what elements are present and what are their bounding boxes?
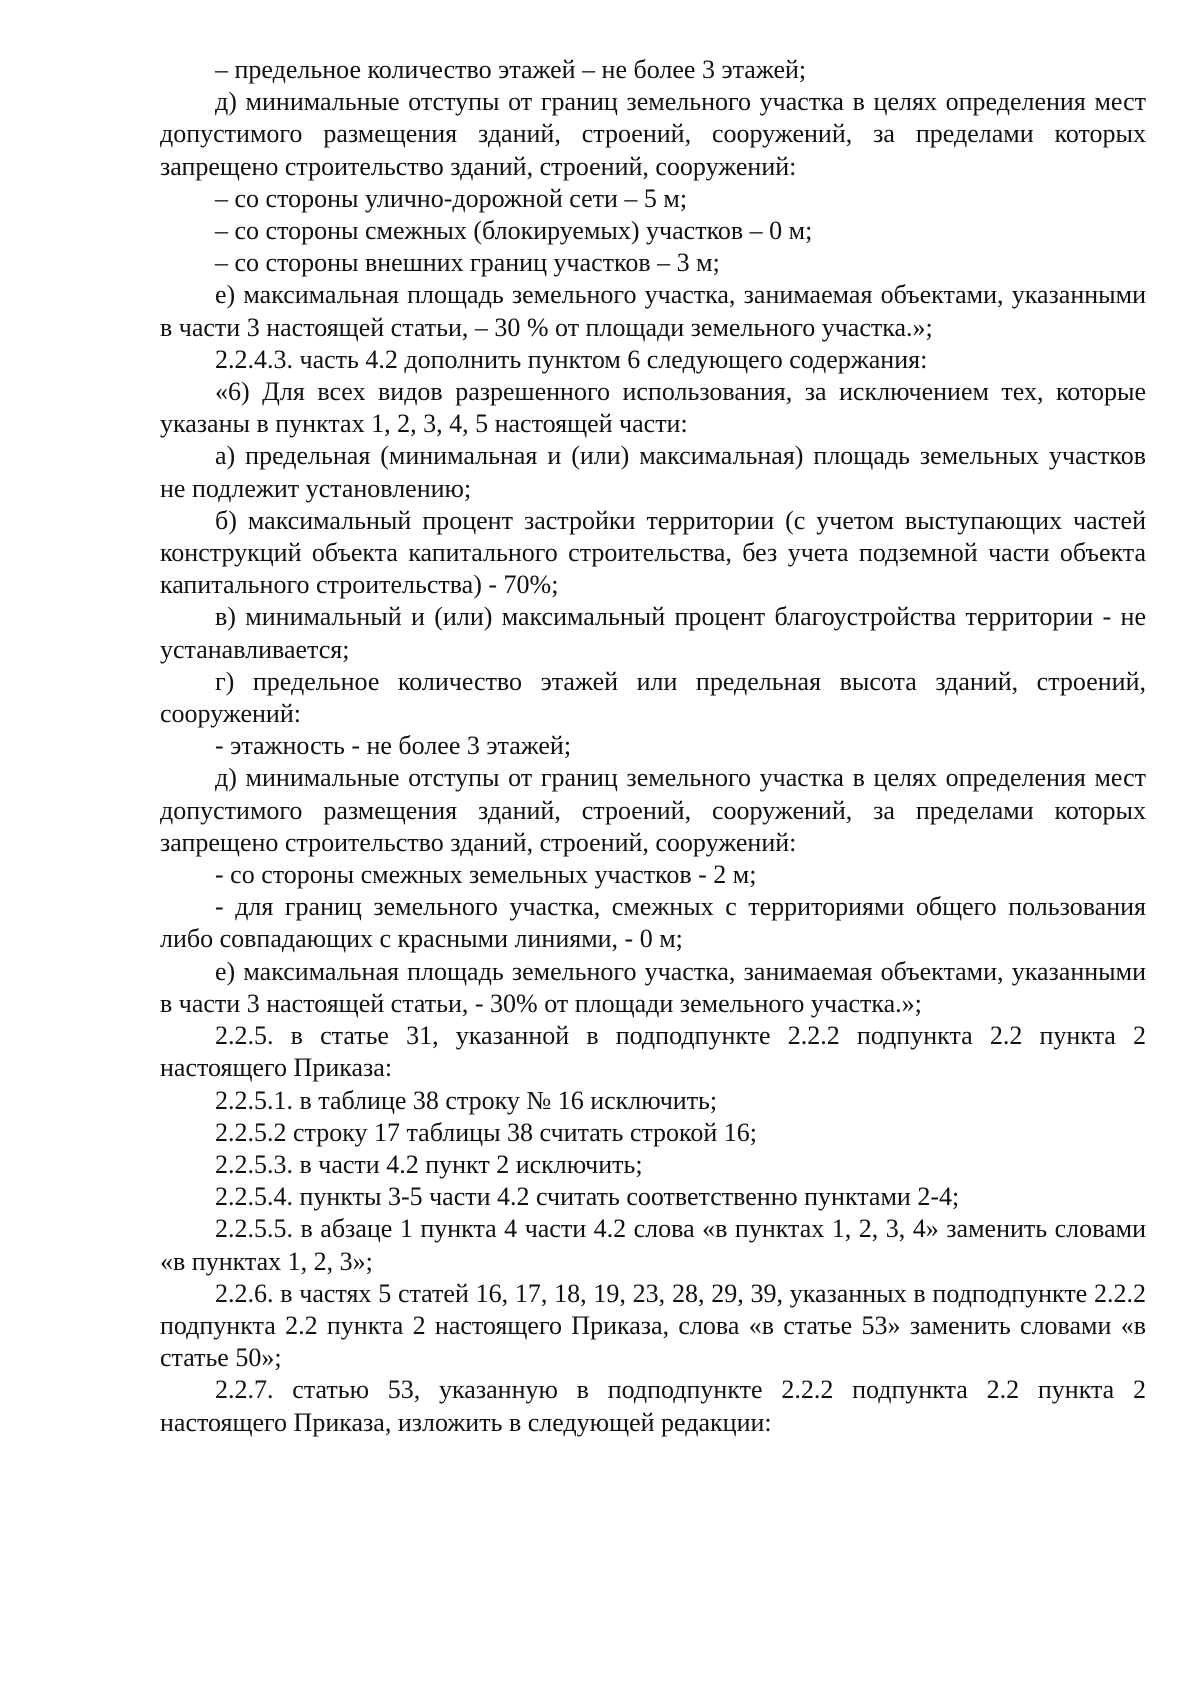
paragraph: 2.2.5.5. в абзаце 1 пункта 4 части 4.2 слова «в пунктах 1, 2, 3, 4» заменить словами «в пунктах 1, 2, 3»; [160,1214,1146,1276]
paragraph: 2.2.5.2 строку 17 таблицы 38 считать строкой 16; [215,1117,758,1147]
paragraph: д) минимальные отступы от границ земельного участка в целях определения мест допустимого размещения зданий, строений, сооружений, за пределами которых запрещено строительство зданий, строений, сооружений: [160,87,1146,181]
paragraph: е) максимальная площадь земельного участка, занимаемая объектами, указанными в части 3 настоящей статьи, - 30% от площади земельного участка.»; [160,956,1146,1018]
paragraph: 2.2.6. в частях 5 статей 16, 17, 18, 19, 23, 28, 29, 39, указанных в подподпункте 2.2.2 подпункта 2.2 пункта 2 настоящего Приказа, слова «в статье 53» заменить словами «в статье 50»; [160,1278,1146,1373]
paragraph: - этажность - не более 3 этажей; [215,731,572,761]
paragraph: 2.2.5.1. в таблице 38 строку № 16 исключить; [215,1085,718,1115]
document-page [160,54,1146,1439]
paragraph: в) минимальный и (или) максимальный процент благоустройства территории - не устанавливается; [160,602,1146,664]
paragraph: – предельное количество этажей – не более 3 этажей; [215,55,807,84]
paragraph: - для границ земельного участка, смежных с территориями общего пользования либо совпадающих с красными линиями, - 0 м; [160,892,1146,954]
paragraph: 2.2.7. статью 53, указанную в подподпункте 2.2.2 подпункта 2.2 пункта 2 настоящего Приказа, изложить в следующей редакции: [160,1375,1146,1437]
paragraph: 2.2.5.4. пункты 3-5 части 4.2 считать соответственно пунктами 2-4; [215,1182,960,1212]
paragraph: 2.2.5.3. в части 4.2 пункт 2 исключить; [215,1149,643,1179]
paragraph: – со стороны внешних границ участков – 3 м; [215,248,720,278]
paragraph: г) предельное количество этажей или предельная высота зданий, строений, сооружений: [160,666,1146,729]
paragraph: е) максимальная площадь земельного участка, занимаемая объектами, указанными в части 3 настоящей статьи, – 30 % от площади земельного участка.»; [160,280,1146,342]
paragraph: – со стороны смежных (блокируемых) участков – 0 м; [215,216,813,246]
paragraph: – со стороны улично-дорожной сети – 5 м; [215,183,688,213]
paragraph: 2.2.4.3. часть 4.2 дополнить пунктом 6 следующего содержания: [215,344,928,374]
paragraph: 2.2.5. в статье 31, указанной в подподпункте 2.2.2 подпункта 2.2 пункта 2 настоящего Приказа: [160,1021,1146,1083]
paragraph: б) максимальный процент застройки территории (с учетом выступающих частей конструкций объекта капитального строительства, без учета подземной части объекта капитального строительства) - 70%; [160,505,1146,600]
paragraph: «6) Для всех видов разрешенного использования, за исключением тех, которые указаны в пунктах 1, 2, 3, 4, 5 настоящей части: [160,377,1146,439]
paragraph: а) предельная (минимальная и (или) максимальная) площадь земельных участков не подлежит установлению; [160,441,1146,503]
paragraph: - со стороны смежных земельных участков - 2 м; [215,860,757,890]
paragraph: д) минимальные отступы от границ земельного участка в целях определения мест допустимого размещения зданий, строений, сооружений, за пределами которых запрещено строительство зданий, строений, сооружений: [160,763,1146,857]
